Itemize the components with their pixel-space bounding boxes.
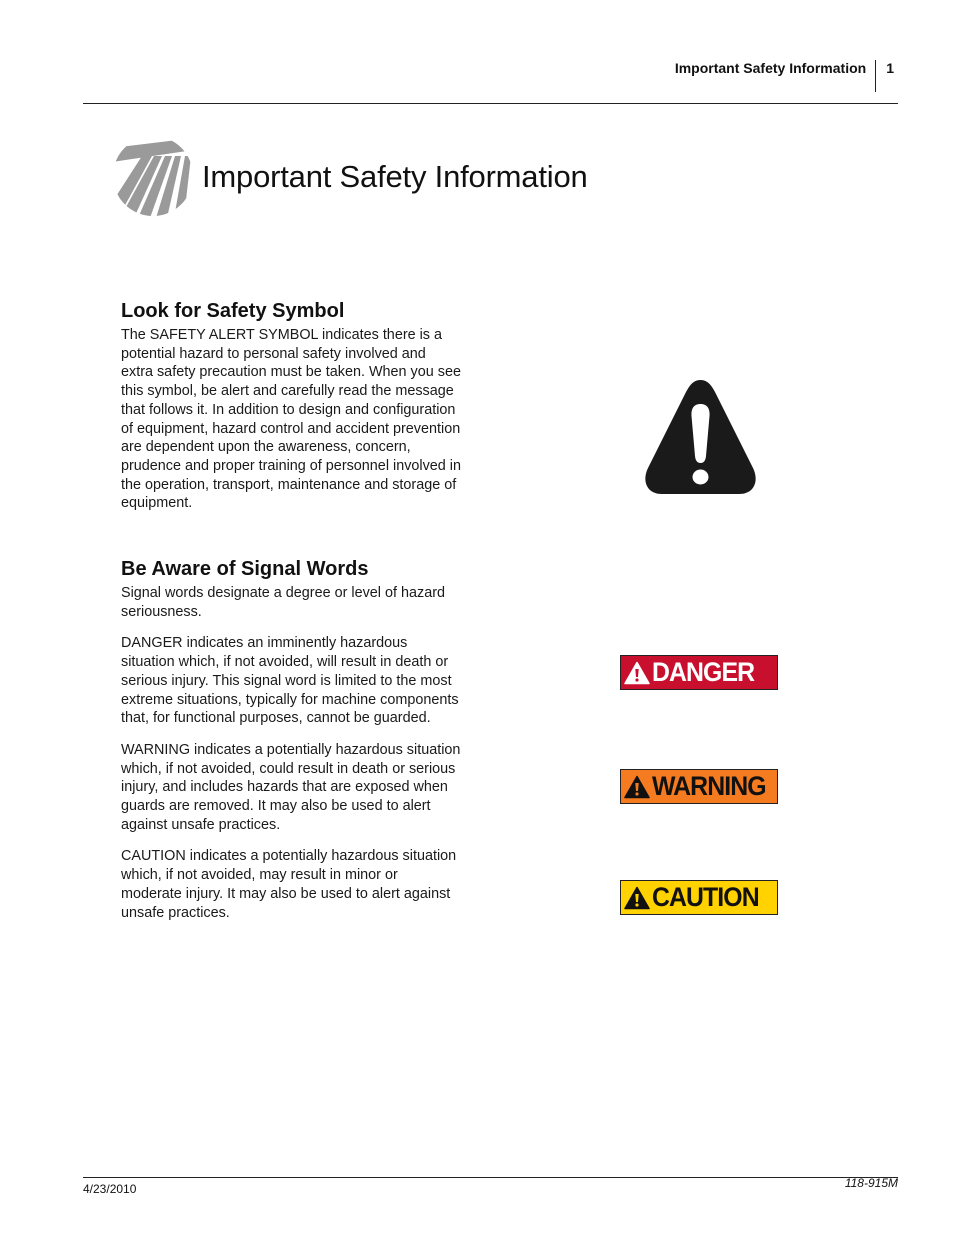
running-header: [675, 52, 894, 84]
danger-label-text: DANGER: [652, 657, 755, 687]
section-heading: Be Aware of Signal Words: [121, 558, 369, 580]
section-look-for-safety-symbol: [121, 300, 461, 513]
alert-triangle-icon: [624, 661, 650, 685]
paragraph-warning: WARNING indicates a potentially hazardous situation which, if not avoided, could result in death or serious injury, and includes hazards that are exposed when guards are removed. It may also be used to alert against unsafe practices.: [121, 741, 461, 833]
running-title: Important Safety Information: [674, 60, 867, 76]
footer-rule: [83, 1177, 898, 1178]
section-be-aware-of-signal-words: [121, 558, 461, 922]
footer-date: 4/23/2010: [83, 1182, 137, 1196]
warning-label-text: WARNING: [652, 771, 766, 801]
paragraph: The SAFETY ALERT SYMBOL indicates there is a potential hazard to personal safety involved and extra safety precaution must be taken. When you see this symbol, be alert and carefully read the message that follows it. In addition to design and configuration of equipment, hazard control and accident prevention are dependent upon the awareness, concern, prudence and proper training of personnel involved in the operation, transport, maintenance and storage of equipment.: [121, 327, 462, 512]
exclamation-triangle-icon: [642, 376, 759, 501]
caution-signal-label: [620, 880, 778, 915]
danger-signal-label: [620, 655, 778, 690]
section-heading: Look for Safety Symbol: [121, 300, 345, 322]
header-rule: [83, 103, 898, 104]
caution-label-text: CAUTION: [652, 882, 759, 912]
footer-doc-code: 118-915M: [844, 1176, 898, 1190]
paragraph: Signal words designate a degree or level of hazard seriousness.: [121, 585, 445, 620]
page-number: 1: [886, 60, 894, 76]
paragraph-caution: CAUTION indicates a potentially hazardous situation which, if not avoided, may result in minor or moderate injury. It may also be used to alert against unsafe practices.: [121, 848, 457, 921]
chapter-logo-icon: [112, 134, 194, 218]
alert-triangle-icon: [624, 775, 650, 799]
paragraph-danger: DANGER indicates an imminently hazardous situation which, if not avoided, will result in death or serious injury. This signal word is limited to the most extreme situations, typically for machine components that, for functional purposes, cannot be guarded.: [121, 635, 459, 727]
chapter-title: Important Safety Information: [202, 159, 588, 194]
alert-triangle-icon: [624, 886, 650, 910]
header-divider: [875, 60, 876, 92]
warning-signal-label: [620, 769, 778, 804]
